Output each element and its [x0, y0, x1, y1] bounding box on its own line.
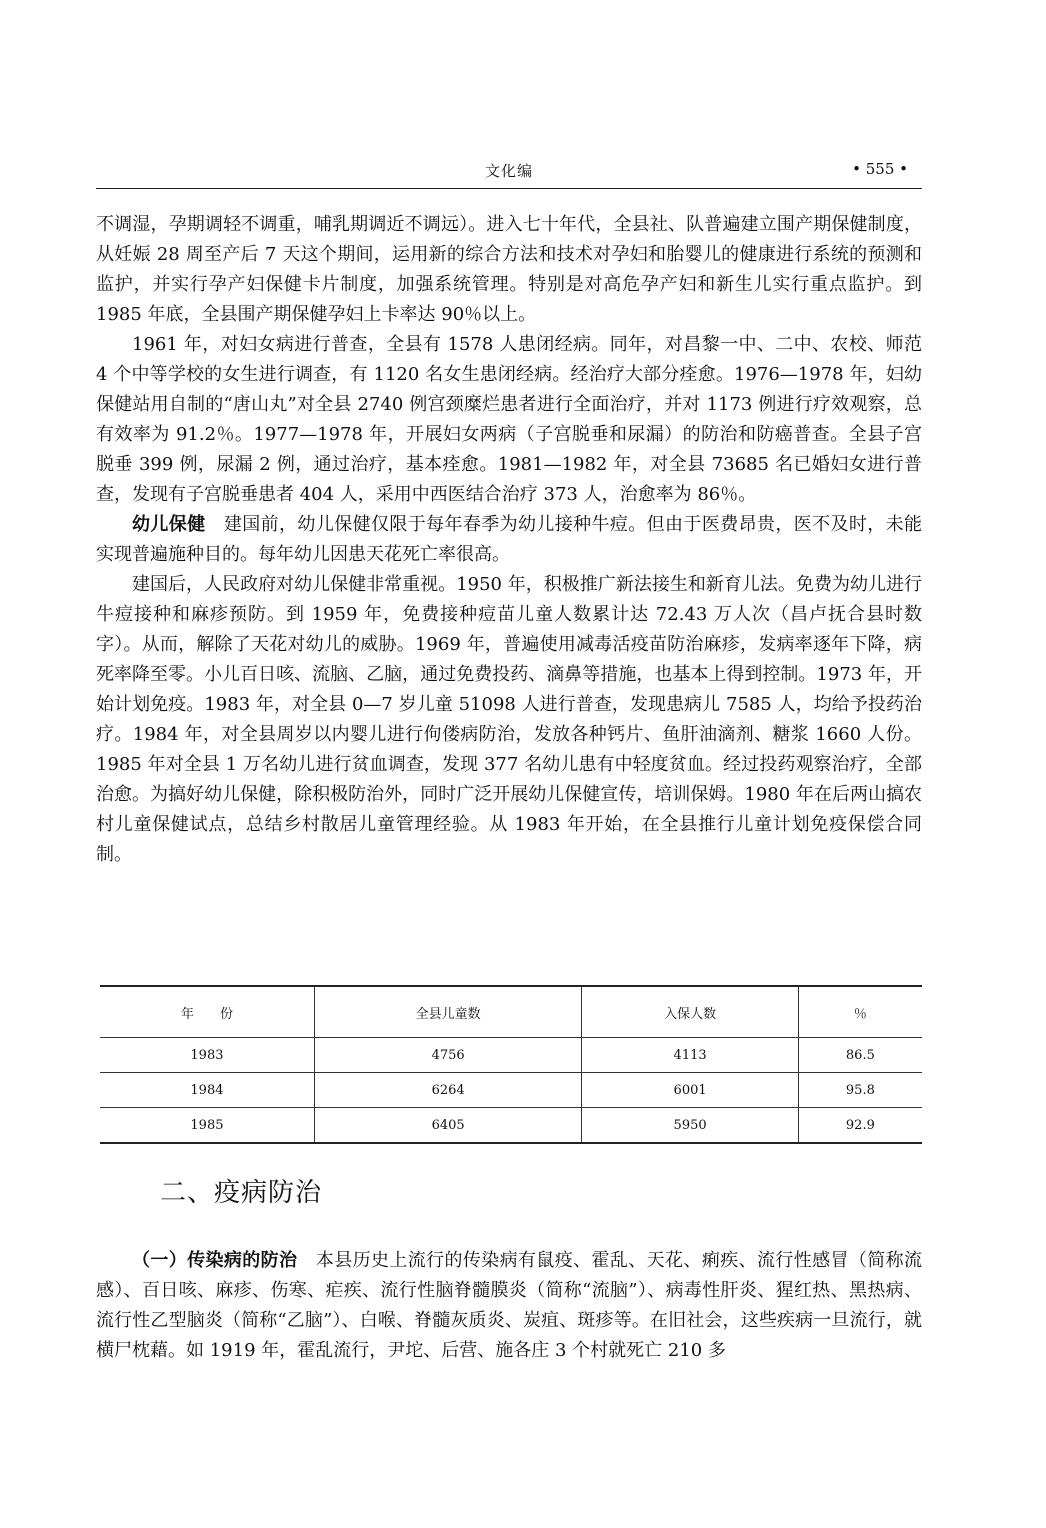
table-row [100, 1038, 922, 1073]
paragraph-5 [96, 1246, 922, 1366]
paragraph-1: 不调湿，孕期调轻不调重，哺乳期调近不调远）。进入七十年代，全县社、队普遍建立围产期保健制度，从妊娠 28 周至产后 7 天这个期间，运用新的综合方法和技术对孕妇和胎婴儿的健康进行系统的预测和监护，并实行孕产妇保健卡片制度，加强系统管理。特别是对高危孕产妇和新生儿实行重点监护。到 1985 年底，全县围产期保健孕妇上卡率达 90％以上。 [96, 214, 922, 325]
cell-children: 4756 [314, 1038, 582, 1073]
cell-insured: 6001 [582, 1073, 798, 1108]
paragraph-2: 1961 年，对妇女病进行普查，全县有 1578 人患闭经病。同年，对昌黎一中、二中、农校、师范 4 个中等学校的女生进行调查，有 1120 名女生患闭经病。经治疗大部分痊愈。1976—1978 年，妇幼保健站用自制的“唐山丸”对全县 2740 例宫颈糜烂患者进行全面治疗，并对 1173 例进行疗效观察，总有效率为 91.2％。1977—1978 年，开展妇女两病（子宫脱垂和尿漏）的防治和防癌普查。全县子宫脱垂 399 例，尿漏 2 例，通过治疗，基本痊愈。1981—1982 年，对全县 73685 名已婚妇女进行普查，发现有子宫脱垂患者 404 人，采用中西医结合治疗 373 人，治愈率为 86％。 [96, 334, 922, 505]
cell-percent: 92.9 [798, 1108, 922, 1144]
cell-insured: 5950 [582, 1108, 798, 1144]
closing-paragraph [96, 1246, 922, 1366]
body-text [96, 210, 922, 870]
cell-children: 6264 [314, 1073, 582, 1108]
paragraph-4: 建国后，人民政府对幼儿保健非常重视。1950 年，积极推广新法接生和新育儿法。免费为幼儿进行牛痘接种和麻疹预防。到 1959 年，免费接种痘苗儿童人数累计达 72.43 万人次（昌卢抚合县时数字）。从而，解除了天花对幼儿的威胁。1969 年，普遍使用减毒活疫苗防治麻疹，发病率逐年下降，病死率降至零。小儿百日咳、流脑、乙脑，通过免费投药、滴鼻等措施，也基本上得到控制。1973 年，开始计划免疫。1983 年，对全县 0—7 岁儿童 51098 人进行普查，发现患病儿 7585 人，均给予投药治疗。1984 年，对全县周岁以内婴儿进行佝偻病防治，发放各种钙片、鱼肝油滴剂、糖浆 1660 人份。1985 年对全县 1 万名幼儿进行贫血调查，发现 377 名幼儿患有中轻度贫血。经过投药观察治疗，全部治愈。为搞好幼儿保健，除积极防治外，同时广泛开展幼儿保健宣传，培训保姆。1980 年在后两山搞农村儿童保健试点，总结乡村散居儿童管理经验。从 1983 年开始，在全县推行儿童计划免疫保偿合同制。 [96, 574, 922, 865]
table-row [100, 1073, 922, 1108]
paragraph-5-text: 本县历史上流行的传染病有鼠疫、霍乱、天花、痢疾、流行性感冒（简称流感）、百日咳、麻疹、伤寒、疟疾、流行性脑脊髓膜炎（简称“流脑”）、病毒性肝炎、猩红热、黑热病、流行性乙型脑炎（简称“乙脑”）、白喉、脊髓灰质炎、炭疽、斑疹等。在旧社会，这些疾病一旦流行，就横尸枕藉。如 1919 年，霍乱流行，尹坨、后营、施各庄 3 个村就死亡 210 多 [96, 1250, 923, 1361]
cell-year: 1983 [190, 1047, 224, 1063]
paragraph-3 [96, 510, 922, 570]
cell-year: 1984 [100, 1073, 314, 1108]
paragraph-5-lead: （一）传染病的防治 [132, 1250, 298, 1271]
paragraph-3-text: 建国前，幼儿保健仅限于每年春季为幼儿接种牛痘。但由于医费昂贵，医不及时，未能实现普遍施种目的。每年幼儿因患天花死亡率很高。 [96, 514, 923, 565]
cell-year: 1985 [100, 1108, 314, 1144]
paragraph-3-lead: 幼儿保健 [132, 514, 206, 535]
page-number: • 555 • [852, 160, 908, 178]
col-percent: ％ [798, 986, 922, 1038]
cell-insured: 4113 [582, 1038, 798, 1073]
col-children: 全县儿童数 [314, 986, 582, 1038]
cell-children: 6405 [314, 1108, 582, 1144]
cell-percent: 95.8 [798, 1073, 922, 1108]
cell-percent: 86.5 [798, 1038, 922, 1073]
col-year: 年 份 [100, 986, 314, 1038]
section-title: 二、疫病防治 [160, 1178, 323, 1208]
page-header [96, 160, 922, 189]
col-insured: 入保人数 [582, 986, 798, 1038]
table-header-row [100, 986, 922, 1038]
section-name: 文化编 [484, 162, 533, 180]
child-insurance-table [100, 985, 922, 1144]
table-row [100, 1108, 922, 1144]
